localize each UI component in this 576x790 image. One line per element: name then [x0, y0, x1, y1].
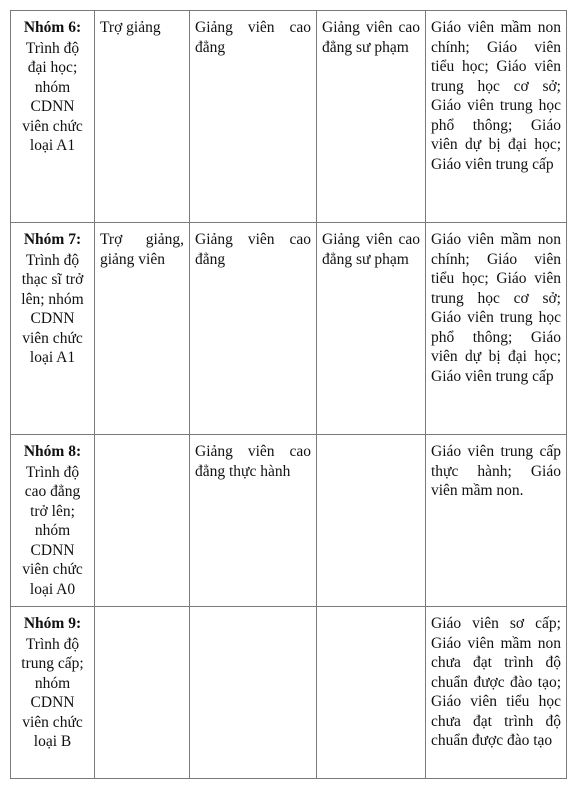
group-cell [11, 11, 95, 223]
classification-table [10, 10, 567, 779]
teacher-titles-cell: Giáo viên sơ cấp; Giáo viên mầm non chưa đạt trình độ chuẩn được đào tạo; Giáo viên tiểu học chưa đạt trình độ chuẩn được đào tạo [426, 607, 567, 779]
teacher-titles-cell: Giáo viên mầm non chính; Giáo viên tiểu học; Giáo viên trung học cơ sở; Giáo viên trung học phổ thông; Giáo viên dự bị đại học; Giáo viên trung cấp [426, 11, 567, 223]
college-lecturer-cell: Giảng viên cao đẳng [190, 11, 317, 223]
college-lecturer-cell: Giảng viên cao đẳng thực hành [190, 435, 317, 607]
group-name: Nhóm 9: [23, 615, 82, 632]
pedagogical-college-lecturer-cell [317, 607, 426, 779]
table-row [11, 223, 567, 435]
group-description: Trình độ cao đẳng trở lên; nhóm CDNN viên chức loại A0 [22, 463, 83, 598]
college-lecturer-cell [190, 607, 317, 779]
group-name: Nhóm 8: [23, 443, 82, 460]
lecturer-title-cell [95, 607, 190, 779]
teacher-titles-cell: Giáo viên trung cấp thực hành; Giáo viên mầm non. [426, 435, 567, 607]
group-description: Trình độ thạc sĩ trở lên; nhóm CDNN viên chức loại A1 [21, 251, 84, 366]
lecturer-title-cell: Trợ giảng [95, 11, 190, 223]
teacher-titles-cell: Giáo viên mầm non chính; Giáo viên tiểu học; Giáo viên trung học cơ sở; Giáo viên trung học phổ thông; Giáo viên dự bị đại học; Giáo viên trung cấp [426, 223, 567, 435]
pedagogical-college-lecturer-cell: Giảng viên cao đẳng sư phạm [317, 11, 426, 223]
pedagogical-college-lecturer-cell: Giảng viên cao đẳng sư phạm [317, 223, 426, 435]
lecturer-title-cell [95, 435, 190, 607]
table-row [11, 11, 567, 223]
pedagogical-college-lecturer-cell [317, 435, 426, 607]
group-name: Nhóm 7: [23, 231, 82, 248]
group-name: Nhóm 6: [23, 19, 82, 36]
table-row [11, 435, 567, 607]
table-row [11, 607, 567, 779]
lecturer-title-cell: Trợ giảng, giảng viên [95, 223, 190, 435]
cut-off-next-line [60, 780, 260, 790]
college-lecturer-cell: Giảng viên cao đẳng [190, 223, 317, 435]
group-description: Trình độ đại học; nhóm CDNN viên chức loại A1 [22, 39, 83, 154]
group-cell [11, 223, 95, 435]
group-cell [11, 435, 95, 607]
group-description: Trình độ trung cấp; nhóm CDNN viên chức loại B [21, 635, 84, 750]
group-cell [11, 607, 95, 779]
